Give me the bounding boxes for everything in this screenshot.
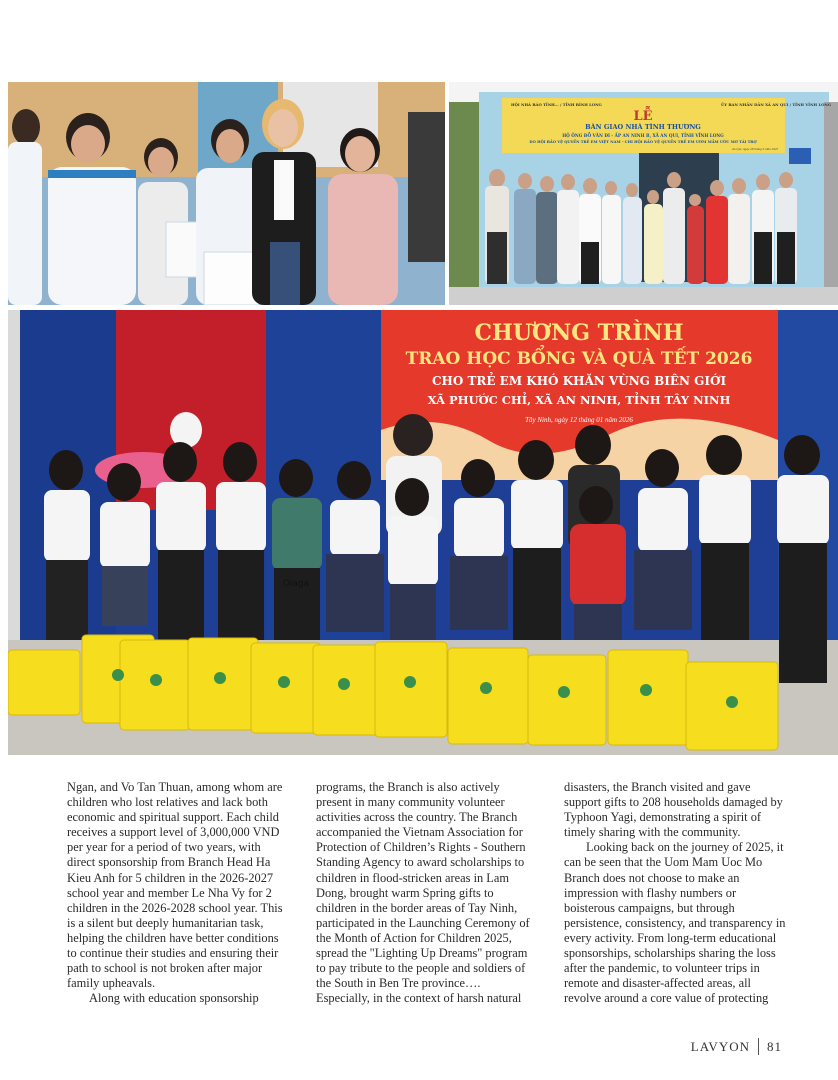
col2-paragraph-1: programs, the Branch is also actively present in many community volunteer activities across the country. The Branch accompanied the Vietnam Association for Protection of Children’s Rights - Southern Standing Agency to award scholarships to children in flood-stricken areas in Lam Dong, brought warm Spring gifts to children in the border areas of Tay Ninh, participated in the Launching Ceremony of the Month of Action for Children 2025, spread the "Lighting Up Dreams" program to pay tribute to the people and soldiers of the South in Ben Tre province…. Especially, in the context of harsh natural	[316, 780, 530, 1006]
banner-title: LỄ	[633, 109, 653, 124]
magazine-name: LAVYON	[690, 1038, 750, 1054]
col1-paragraph-1: Ngan, and Vo Tan Thuan, among whom are children who lost relatives and lack both economic and spiritual support. Each child receives a support level of 3,000,000 VND per year for a period of two years, with direct sponsorship from Branch Head Ha Kieu Anh for 5 children in the 2026-2027 school year and member Le Nha Vy for 2 children in the 2026-2028 school year. This is a silent but deeply humanitarian task, helping the children have better conditions to continue their studies and ensuring their path to school is not broken after major family upheavals.	[67, 780, 283, 991]
main-banner-line-1: TRAO HỌC BỔNG VÀ QUÀ TẾT 2026	[405, 349, 753, 369]
page-footer	[691, 1038, 782, 1055]
article-column-3	[564, 780, 786, 1006]
page-number: 81	[767, 1038, 782, 1054]
col3-paragraph-1: disasters, the Branch visited and gave support gifts to 208 households damaged by Typhoon Yagi, demonstrating a spirit of timely sharing with the community.	[564, 780, 783, 840]
shirt-label: Oiaga	[282, 579, 310, 589]
banner-subtitle: BÀN GIAO NHÀ TÌNH THƯƠNG	[585, 123, 701, 131]
main-banner-title: CHƯƠNG TRÌNH	[474, 320, 684, 346]
col1-paragraph-2: Along with education sponsorship	[89, 991, 259, 1006]
banner-top-right: ỦY BAN NHÂN DÂN XÃ AN QUI / TỈNH VĨNH LONG	[721, 102, 832, 107]
banner-date: An Qui, ngày 28 tháng 6 năm 2025	[731, 147, 779, 151]
banner-line-1: HỘ ÔNG ĐỖ VĂN ĐI - ẤP AN NINH B, XÃ AN QUI, TỈNH VĨNH LONG	[562, 133, 724, 138]
main-banner-line-3: XÃ PHƯỚC CHỈ, XÃ AN NINH, TỈNH TÂY NINH	[427, 393, 731, 407]
col3-paragraph-2: Looking back on the journey of 2025, it can be seen that the Uom Mam Uoc Mo Branch does not choose to make an impression with flashy numbers or boisterous campaigns, but through persistence, consistency, and transparency in every activity. From long-term educational sponsorships, scholarships sharing the loss after the pandemic, to volunteer trips in remote and disaster-affected areas, all revolve around a core value of protecting	[564, 840, 786, 1006]
footer-divider	[758, 1038, 759, 1055]
photo-scholarship-ceremony	[8, 310, 838, 755]
article-column-1	[67, 780, 289, 1006]
banner-line-2: DO HỘI BẢO VỆ QUYỀN TRẺ EM VIỆT NAM - CHI HỘI BẢO VỆ QUYỀN TRẺ EM ƯƠM MẦM ƯỚC MƠ TÀI TRỢ	[529, 140, 757, 144]
article-column-2	[316, 780, 534, 1006]
banner-top-left: HỘI NHÀ BÁO TỈNH... / TỈNH BÌNH LONG	[511, 102, 602, 107]
main-banner-line-2: CHO TRẺ EM KHÓ KHĂN VÙNG BIÊN GIỚI	[431, 374, 727, 388]
main-banner-date: Tây Ninh, ngày 12 tháng 01 năm 2026	[525, 416, 633, 424]
photo-scholarship-recipients	[8, 82, 445, 305]
photo-house-handover	[449, 82, 838, 305]
